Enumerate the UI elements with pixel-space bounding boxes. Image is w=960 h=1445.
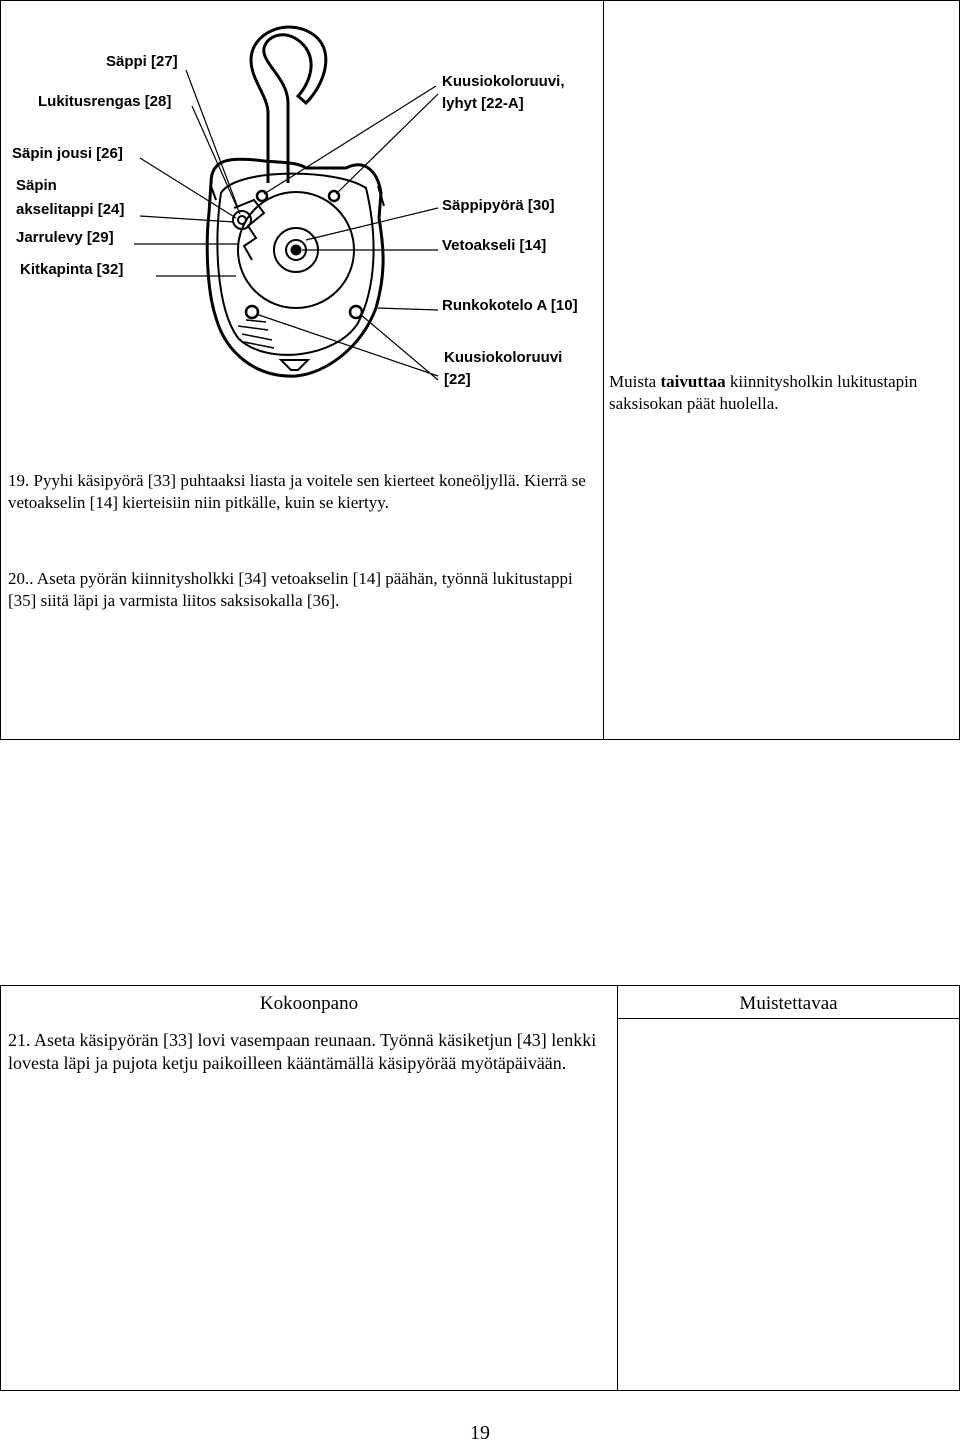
bottom-right-cell — [617, 985, 960, 1391]
leader-runkokotelo — [378, 308, 438, 310]
leader-kuusio-lyhyt-b — [336, 94, 438, 194]
label-sappipyora: Säppipyörä [30] — [442, 197, 555, 214]
leader-kuusio-a — [256, 314, 438, 376]
hoist-diagram — [6, 8, 600, 398]
reminder-note — [609, 371, 939, 415]
reminder-suffix: kiinnitysholkin lukitustapin saksisokan päät huolella. — [609, 372, 918, 413]
label-kuusio-line2: [22] — [444, 371, 471, 388]
pawl-pin-inner — [238, 216, 246, 224]
step-19: 19. Pyyhi käsipyörä [33] puhtaaksi liasta ja voitele sen kierteet koneöljyllä. Kierrä se vetoakselin [14] kierteisiin niin pitkälle, kuin se kiertyy. — [8, 471, 586, 512]
bottom-anchor — [281, 360, 308, 370]
label-kitkapinta: Kitkapinta [32] — [20, 261, 124, 278]
label-sapin-jousi: Säpin jousi [26] — [12, 145, 123, 162]
shaft-center — [292, 246, 300, 254]
top-right-cell — [603, 0, 960, 740]
label-runkokotelo: Runkokotelo A [10] — [442, 297, 578, 314]
label-sapin-line2: akselitappi [24] — [16, 201, 125, 218]
leader-sappipyora — [306, 208, 438, 240]
page-number: 19 — [470, 1422, 490, 1444]
reminder-prefix: Muista — [609, 372, 661, 391]
hoist-diagram-svg — [6, 8, 600, 398]
label-kuusio-line1: Kuusiokoloruuvi — [444, 349, 563, 366]
label-lukitusrengas: Lukitusrengas [28] — [38, 93, 172, 110]
leader-akselitappi — [140, 216, 234, 222]
step-20: 20.. Aseta pyörän kiinnitysholkki [34] vetoakselin [14] päähän, työnnä lukitustappi [35] siitä läpi ja varmista liitos saksisokalla [36]. — [8, 569, 573, 610]
screw-hole-c — [246, 306, 258, 318]
label-kuusio-lyhyt-line2: lyhyt [22-A] — [442, 95, 524, 112]
label-sappi: Säppi [27] — [106, 53, 178, 70]
label-kuusio-lyhyt-line1: Kuusiokoloruuvi, — [442, 73, 565, 90]
screw-hole-d — [350, 306, 362, 318]
header-kokoonpano: Kokoonpano — [259, 993, 359, 1014]
leader-sapin-jousi — [140, 158, 236, 218]
label-jarrulevy: Jarrulevy [29] — [16, 229, 114, 246]
reminder-bold: taivuttaa — [660, 372, 726, 391]
leader-kuusio-b — [360, 314, 438, 380]
leader-kuusio-lyhyt-a — [264, 86, 436, 194]
step-21: 21. Aseta käsipyörän [33] lovi vasempaan reunaan. Työnnä käsiketjun [43] lenkki lovesta läpi ja pujota ketju paikoilleen kääntämällä käsipyörää myötäpäivään. — [8, 1030, 597, 1073]
label-sapin-line1: Säpin — [16, 177, 57, 194]
label-vetoakseli: Vetoakseli [14] — [442, 237, 547, 254]
header-muistettavaa: Muistettavaa — [739, 993, 838, 1014]
